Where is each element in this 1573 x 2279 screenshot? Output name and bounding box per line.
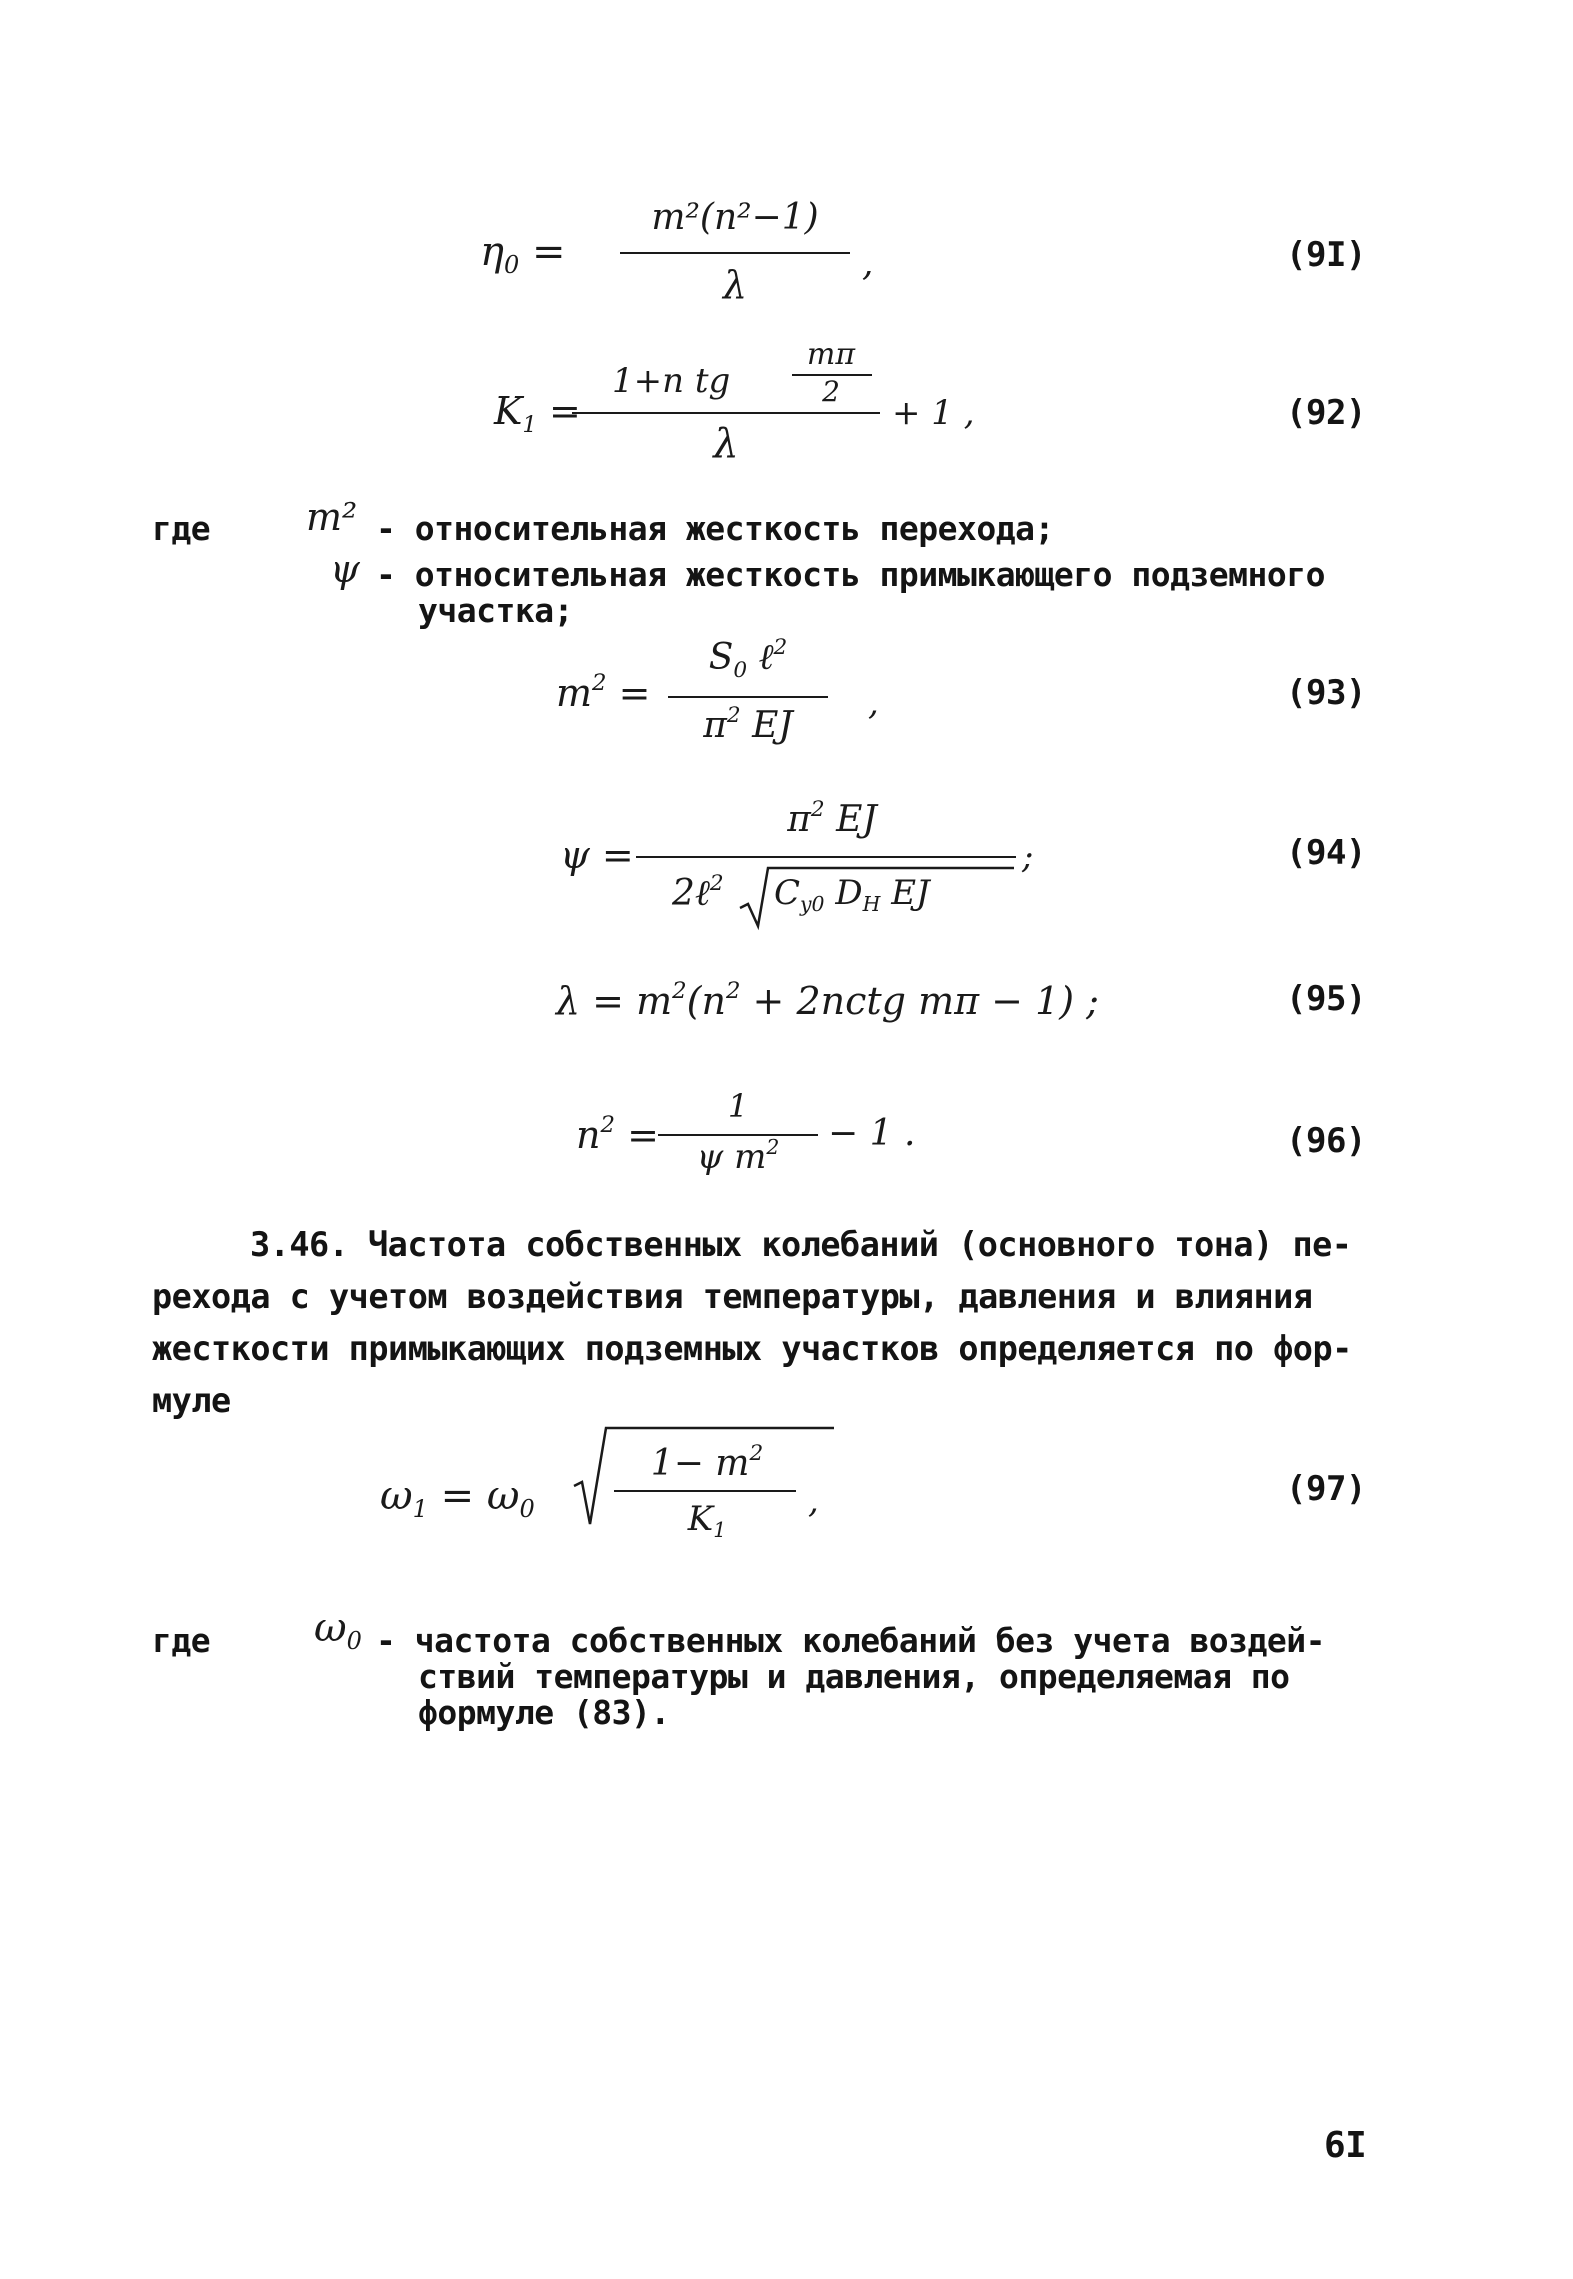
eq94-radicand: $C_{y0}$ $D_H$ EJ [774,873,930,917]
eq94-lhs: ψ = [560,833,634,877]
eq92-fraction-bar [572,412,880,414]
paragraph-line-4: муле [152,1381,231,1420]
paragraph-line-1: 3.46. Частота собственных колебаний (основного тона) пе- [250,1225,1352,1264]
eq97-numerator: $1- m^2$ [650,1440,764,1484]
paragraph-line-2: рехода с учетом воздействия температуры, давления и влияния [152,1277,1313,1316]
eq93-number: (93) [1286,673,1366,713]
eq91-numerator: m²(n²−1) [651,197,819,238]
eq97-comma: , [808,1481,819,1521]
eq91-comma: , [862,243,874,284]
eq91-lhs: $\eta_0$ = [480,229,566,280]
eq92-num-frac-bottom: 2 [822,375,840,408]
eq96-denominator: ψ $m^2$ [696,1134,780,1177]
eq96-numerator: 1 [727,1087,749,1125]
eq93-denominator: $\pi^2$ EJ [703,702,793,746]
where-1-symbol-m2: m² [306,495,358,539]
eq95-number: (95) [1286,979,1366,1019]
eq97-lhs: $\omega_1 = \omega_0$ [380,1473,535,1524]
eq93-numerator: $S_0$ ℓ$^2$ [708,634,788,683]
eq96-fraction-bar [658,1134,818,1136]
page-number: 6I [1324,2125,1367,2166]
eq93-comma: , [868,683,879,723]
eq91-number: (9I) [1286,235,1366,275]
where-2-line-1: - частота собственных колебаний без учета воздей- [376,1621,1326,1660]
where-1-def-m2: - относительная жесткость перехода; [376,509,1054,548]
eq94-den-left: 2ℓ$^2$ [672,870,724,914]
where-2-word: где [152,1621,211,1660]
paragraph-line-3: жесткости примыкающих подземных участков определяется по фор- [152,1329,1352,1368]
where-1-def-psi: - относительная жесткость примыкающего подземного [376,555,1326,594]
eq97-denominator: $K_1$ [687,1499,727,1543]
where-1-def-psi-cont: участка; [418,591,573,630]
eq92-lhs: $K_1$ = [494,389,581,438]
eq92-number: (92) [1286,393,1366,433]
eq92-denominator: λ [713,421,739,467]
eq97-fraction-bar [614,1490,796,1492]
eq92-num-left: 1+n tg [612,361,731,401]
where-1-word: где [152,509,211,548]
where-2-line-3: формуле (83). [418,1693,670,1732]
eq92-num-frac-top: mπ [806,337,856,372]
eq97-number: (97) [1286,1469,1366,1509]
eq93-fraction-bar [668,696,828,698]
eq93-lhs: $m^2$ = [556,670,651,715]
eq94-semicolon: ; [1022,837,1034,877]
eq96-lhs: $n^2$ = [576,1112,659,1157]
eq94-numerator: $\pi^2$ EJ [787,796,877,840]
eq96-tail: − 1 . [828,1113,916,1154]
where-2-line-2: ствий температуры и давления, определяемая по [418,1657,1290,1696]
eq95-expression: $\lambda = m^2(n^2$ + 2nctg mπ − 1) ; [556,978,1099,1023]
where-2-symbol-omega0: $\omega_0$ [314,1605,362,1656]
eq92-tail: + 1 , [892,393,975,433]
eq94-number: (94) [1286,833,1366,873]
eq94-fraction-bar [636,856,1016,858]
eq91-fraction-bar [620,252,850,254]
where-1-symbol-psi: ψ [330,547,360,591]
eq91-denominator: λ [722,263,748,307]
eq96-number: (96) [1286,1121,1366,1161]
